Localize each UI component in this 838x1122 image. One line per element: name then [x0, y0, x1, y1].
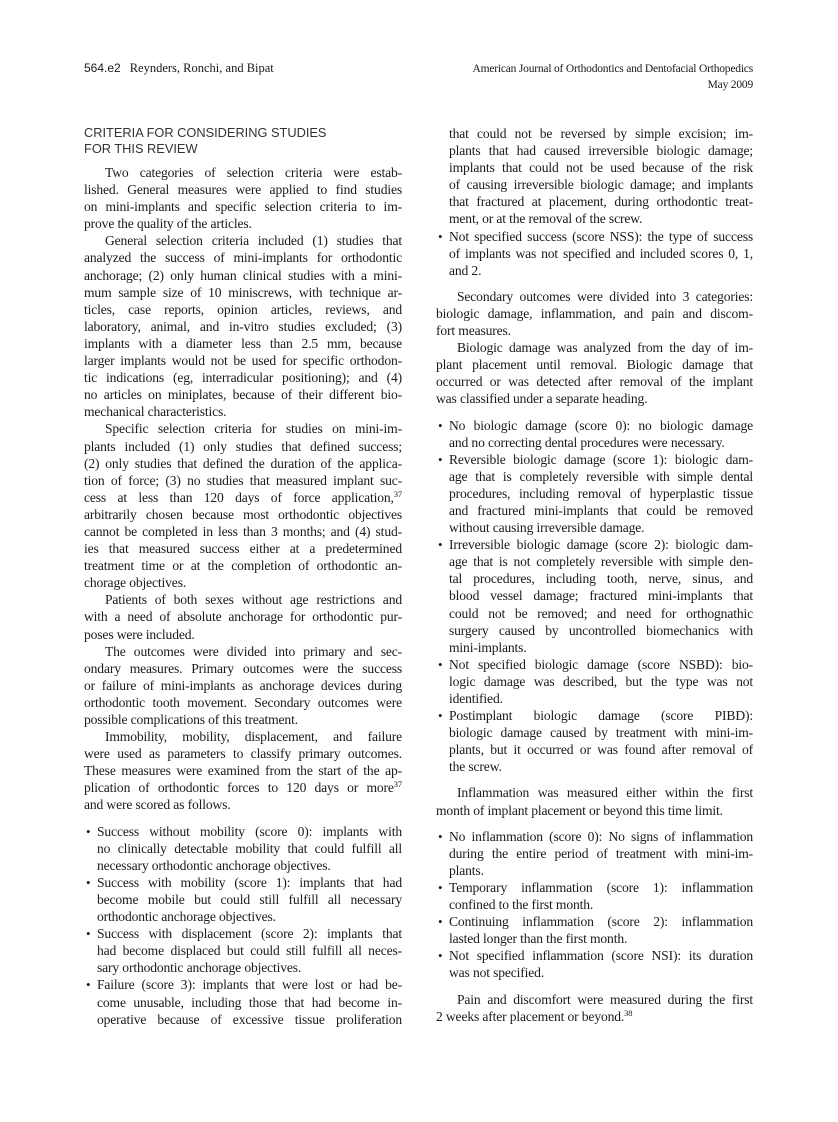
text-line: on mini-implants and specific selection criteria to im- [84, 199, 402, 215]
section-heading [84, 125, 402, 157]
text-line: The outcomes were divided into primary and sec- [105, 643, 402, 659]
text-line: ies that measured success either at a predetermined [84, 541, 402, 557]
bullet-item [84, 874, 402, 925]
text-line: biologic damage, inflammation, and pain and discom- [436, 305, 753, 321]
bullet-icon: • [438, 451, 443, 467]
page-number: 564.e2 [84, 61, 121, 75]
text-line: fort measures. [436, 323, 511, 339]
text-line: with a need of absolute anchorage for orthodontic pur- [84, 609, 402, 625]
text-line: sary orthodontic anchorage objectives. [97, 960, 302, 976]
text-line: Secondary outcomes were divided into 3 categories: [457, 288, 753, 304]
text-line: was classified under a separate heading. [436, 391, 648, 407]
text-line: Patients of both sexes without age restrictions and [105, 592, 402, 608]
text-line: and were scored as follows. [84, 797, 231, 813]
text-line: occurred or was detected after removal of the implant [436, 374, 753, 390]
citation-superscript: 37 [393, 779, 402, 790]
paragraph [436, 288, 753, 339]
text-line: plants included (1) only studies that defined success; [84, 438, 402, 454]
text-line: of implants was not specified and included scores 0, 1, [449, 245, 753, 261]
authors: Reynders, Ronchi, and Bipat [129, 61, 274, 75]
text-line: come unusable, including those that had become in- [97, 994, 402, 1010]
text-line: Not specified biologic damage (score NSBD): bio- [449, 656, 753, 672]
text-line: plants. [449, 862, 484, 878]
text-line: laboratory, animal, and in-vitro studies excluded; (3) [84, 318, 402, 334]
text-line: Success with displacement (score 2): implants that [97, 926, 402, 942]
bullet-icon: • [438, 228, 443, 244]
bullet-item [84, 976, 402, 1027]
text-line: mum sample size of 10 miniscrews, with technique ar- [84, 284, 402, 300]
text-line: orthodontic anchorage objectives. [97, 909, 276, 925]
running-header-right [472, 61, 753, 93]
text-line: Biologic damage was analyzed from the day of im- [457, 340, 753, 356]
text-line: biologic damage caused by treatment with mini-im- [449, 725, 753, 741]
bullet-icon: • [86, 823, 91, 839]
text-line: and fractured mini-implants that could be removed [449, 502, 753, 518]
bullet-icon: • [86, 977, 91, 993]
text-line: cess at less than 120 days of force application,$^{37}$ [84, 488, 402, 505]
bullet-item [436, 707, 753, 775]
text-line: anchorage; (2) only human clinical studies with a mini- [84, 267, 402, 283]
text-line: become mobile but could still fulfill all necessary [97, 891, 402, 907]
text-line: No inflammation (score 0): No signs of inflammation [449, 828, 753, 844]
issue-date: May 2009 [707, 79, 753, 91]
text-line: procedures, including removal of hyperplastic tissue [449, 485, 753, 501]
text-line: tic indications (eg, interradicular positioning); and (4) [84, 370, 402, 386]
paragraph [84, 420, 402, 591]
paragraph [436, 339, 753, 407]
text-line: confined to the first month. [449, 897, 594, 913]
text-line: that fractured at placement, during orthodontic treat- [449, 194, 753, 210]
bullet-icon: • [86, 874, 91, 890]
bullet-item [436, 536, 753, 656]
text-line: Success without mobility (score 0): implants with [97, 823, 402, 839]
citation-superscript: 37 [393, 488, 402, 499]
text-line: possible complications of this treatment. [84, 712, 298, 727]
bullet-icon: • [438, 417, 443, 433]
text-line: These measures were examined from the start of the ap- [84, 763, 402, 779]
text-line: lished. General measures were applied to find studies [84, 182, 402, 198]
text-line: implants that could not be used because of the risk [449, 160, 753, 176]
text-line: logic damage was described, but the type was not [449, 673, 753, 689]
text-line: was not specified. [449, 965, 545, 981]
text-line: poses were included. [84, 626, 195, 642]
paragraph [84, 232, 402, 420]
text-line: no articles on miniplates, because of their different bio- [84, 387, 402, 403]
text-line: and no correcting dental procedures were necessary. [449, 434, 725, 450]
text-line: blood vessel damage; fractured mini-implants that [449, 588, 753, 604]
text-line: mini-implants. [449, 639, 527, 655]
text-line: Irreversible biologic damage (score 2): biologic dam- [449, 537, 753, 553]
bullet-icon: • [438, 656, 443, 672]
journal-title: American Journal of Orthodontics and Dentofacial Orthopedics [472, 63, 753, 75]
text-line: Pain and discomfort were measured during the first [457, 991, 753, 1007]
text-line: No biologic damage (score 0): no biologic damage [449, 417, 753, 433]
text-line: Postimplant biologic damage (score PIBD): [449, 708, 753, 724]
bullet-item [436, 451, 753, 536]
text-line: without causing irreversible damage. [449, 520, 645, 536]
bullet-item [436, 417, 753, 451]
text-line: chorage objectives. [84, 575, 187, 591]
text-line: mechanical characteristics. [84, 404, 227, 420]
text-line: of causing irreversible biologic damage; and implants [449, 177, 753, 193]
paragraph [84, 728, 402, 813]
text-line: plant placement until removal. Biologic damage that [436, 357, 753, 373]
text-line: identified. [449, 691, 503, 706]
text-line: tion of force; (3) no studies that measured implant suc- [84, 472, 402, 488]
bullet-icon: • [438, 914, 443, 930]
bullet-item [436, 125, 753, 228]
text-line: orthodontic tooth movement. Secondary outcomes were [84, 694, 402, 710]
text-line: treatment time or at the completion of orthodontic an- [84, 558, 402, 574]
text-line: or failure of mini-implants as anchorage devices during [84, 677, 402, 693]
paragraph [436, 991, 753, 1025]
text-line: prove the quality of the articles. [84, 216, 252, 232]
text-line: Two categories of selection criteria were estab- [105, 165, 402, 180]
text-line: ment, or at the removal of the screw. [449, 211, 643, 227]
text-line: (2) only studies that defined the duration of the applica- [84, 455, 402, 471]
text-line: Not specified inflammation (score NSI): its duration [449, 948, 753, 964]
bullet-item [436, 228, 753, 279]
paragraph [84, 591, 402, 642]
text-line: ticles, case reports, opinion articles, reviews, and [84, 301, 402, 317]
text-line: Success with mobility (score 1): implants that had [97, 874, 402, 890]
text-line: General selection criteria included (1) studies that [105, 233, 402, 249]
left-column [84, 125, 402, 1028]
text-line: could not be removed; and need for orthognathic [449, 605, 753, 621]
text-line: tal procedures, including tooth, nerve, sinus, and [449, 571, 753, 587]
text-line: had become displaced but could still fulfill all neces- [97, 943, 402, 959]
text-line: implants with a diameter less than 2.5 mm, because [84, 335, 402, 351]
text-line: operative because of excessive tissue proliferation [97, 1011, 402, 1027]
text-line: and 2. [449, 262, 482, 278]
text-line: Not specified success (score NSS): the type of success [449, 228, 753, 244]
text-line: plants, but it occurred or was found after removal of [449, 742, 753, 758]
text-line: cannot be completed in less than 3 months; and (4) stud- [84, 523, 402, 539]
bullet-icon: • [438, 879, 443, 895]
text-line: ondary measures. Primary outcomes were the success [84, 660, 402, 676]
text-line: larger implants would not be used for specific orthodon- [84, 353, 402, 369]
text-line: Immobility, mobility, displacement, and failure [105, 729, 402, 745]
bullet-item [84, 925, 402, 976]
text-line: necessary orthodontic anchorage objectives. [97, 857, 331, 873]
text-line: age that is not completely reversible with simple den- [449, 554, 753, 570]
bullet-icon: • [438, 948, 443, 964]
text-line: the screw. [449, 759, 502, 775]
text-line: arbitrarily chosen because most orthodontic objectives [84, 506, 402, 522]
bullet-item [436, 879, 753, 913]
text-line: 2 weeks after placement or beyond.$^{38}$ [436, 1007, 633, 1024]
text-line: plication of orthodontic forces to 120 days or more$^{37}$ [84, 779, 402, 796]
text-line: CRITERIA FOR CONSIDERING STUDIES [84, 125, 327, 140]
bullet-item [84, 823, 402, 874]
text-line: no clinically detectable mobility that could fulfill all [97, 840, 402, 856]
paragraph [84, 643, 402, 728]
text-line: that could not be reversed by simple excision; im- [449, 126, 753, 141]
text-line: Continuing inflammation (score 2): inflammation [449, 914, 753, 930]
text-line: were used as parameters to classify primary outcomes. [84, 746, 402, 762]
text-line: month of implant placement or beyond this time limit. [436, 802, 723, 818]
text-line: age that is completely reversible with simple dental [449, 468, 753, 484]
bullet-icon: • [438, 708, 443, 724]
text-line: lasted longer than the first month. [449, 931, 628, 947]
text-line: FOR THIS REVIEW [84, 141, 198, 156]
text-line: surgery caused by uncontrolled biomechanics with [449, 622, 753, 638]
bullet-icon: • [438, 828, 443, 844]
paragraph [84, 164, 402, 232]
text-line: plants that had caused irreversible biologic damage; [449, 143, 753, 159]
bullet-icon: • [438, 537, 443, 553]
bullet-item [436, 656, 753, 707]
paragraph [436, 784, 753, 818]
text-line: Specific selection criteria for studies on mini-im- [105, 421, 402, 437]
bullet-icon: • [86, 926, 91, 942]
text-line: during the entire period of treatment with mini-im- [449, 845, 753, 861]
text-line: Inflammation was measured either within the first [457, 785, 753, 801]
bullet-item [436, 828, 753, 879]
bullet-item [436, 947, 753, 981]
right-column [436, 125, 753, 1025]
citation-superscript: 38 [624, 1007, 633, 1018]
text-line: Temporary inflammation (score 1): inflammation [449, 879, 753, 895]
text-line: analyzed the success of mini-implants for orthodontic [84, 250, 402, 266]
running-header-left [84, 61, 274, 76]
bullet-item [436, 913, 753, 947]
text-line: Reversible biologic damage (score 1): biologic dam- [449, 451, 753, 467]
text-line: Failure (score 3): implants that were lost or had be- [97, 977, 402, 993]
